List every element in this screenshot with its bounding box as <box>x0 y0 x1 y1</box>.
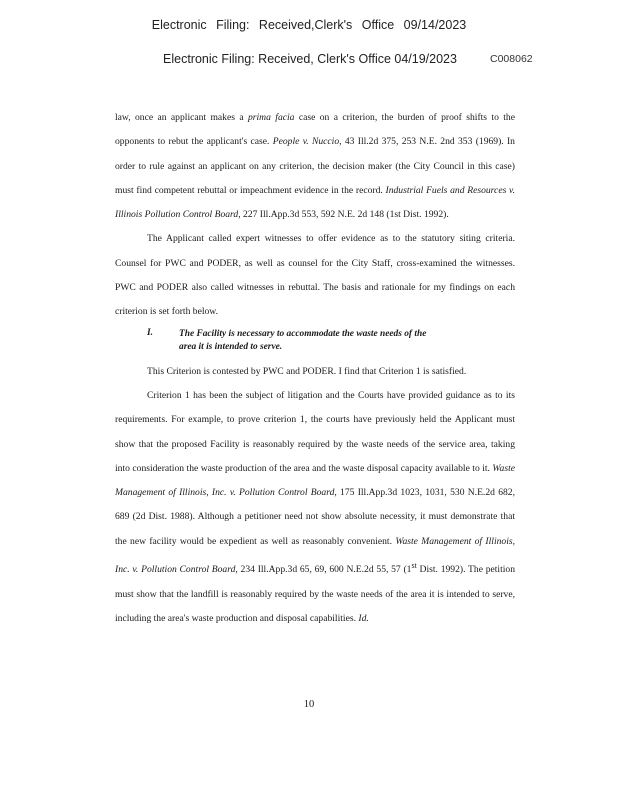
filing-stamp-top: Electronic Filing: Received,Clerk's Office 09/14/2023 <box>151 18 467 32</box>
section-number: I. <box>147 327 153 338</box>
document-body <box>115 106 515 631</box>
paragraph-criterion-finding: This Criterion is contested by PWC and PODER. I find that Criterion 1 is satisfied. <box>147 365 467 377</box>
filing-stamp-second: Electronic Filing: Received, Clerk's Office 04/19/2023 <box>163 52 457 66</box>
document-code: C008062 <box>490 53 533 65</box>
paragraph-burden-of-proof: law, once an applicant makes a prima facia case on a criterion, the burden of proof shifts to the opponents to rebut the applicant's case. People v. Nuccio, 43 Ill.2d 375, 253 N.E. 2nd 353 (1969). In order to rule against an applicant on any criterion, the decision maker (the City Council in this case) must find competent rebuttal or impeachment evidence in the record. Industrial Fuels and Resources v. Illinois Pollution Control Board, 227 Ill.App.3d 553, 592 N.E. 2d 148 (1st Dist. 1992). <box>115 112 515 221</box>
page-number: 10 <box>303 699 315 710</box>
section-heading <box>115 327 515 354</box>
section-title: The Facility is necessary to accommodate the waste needs of the area it is intended to serve. <box>179 328 427 352</box>
paragraph-criterion-guidance: Criterion 1 has been the subject of litigation and the Courts have provided guidance as to its requirements. For example, to prove criterion 1, the courts have previously held the Applicant must show that the proposed Facility is reasonably required by the waste needs of the service area, taking into consideration the waste production of the area and the waste disposal capacity available to it. Waste Management of Illinois, Inc. v. Pollution Control Board, 175 Ill.App.3d 1023, 1031, 530 N.E.2d 682, 689 (2d Dist. 1988). Although a petitioner need not show absolute necessity, it must demonstrate that the new facility would be expedient as well as reasonably convenient. Waste Management of Illinois, Inc. v. Pollution Control Board, 234 Ill.App.3d 65, 69, 600 N.E.2d 55, 57 (1st Dist. 1992). The petition must show that the landfill is reasonably required by the waste needs of the area it is intended to serve, including the area's waste production and disposal capabilities. Id. <box>115 389 516 624</box>
paragraph-expert-witnesses: The Applicant called expert witnesses to offer evidence as to the statutory siting criteria. Counsel for PWC and PODER, as well as counsel for the City Staff, cross-examined the witnesses. PWC and PODER also called witnesses in rebuttal. The basis and rationale for my findings on each criterion is set forth below. <box>115 233 515 318</box>
